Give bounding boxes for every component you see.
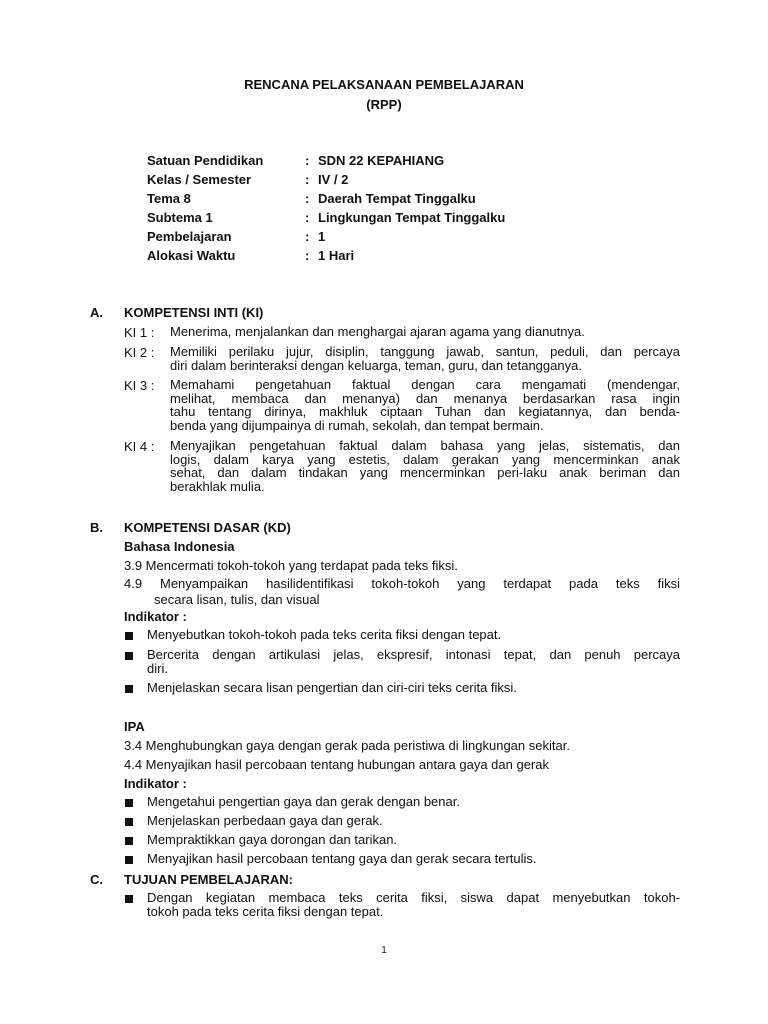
square-bullet-icon xyxy=(125,632,133,640)
ki-line: Memahami pengetahuan faktual dengan cara mengamati (mendengar, xyxy=(170,377,680,392)
square-bullet-icon xyxy=(125,856,133,864)
ki-line: diri dalam berinteraksi dengan keluarga, teman, guru, dan tetangganya. xyxy=(170,357,582,373)
bullet-text: Menyajikan hasil percobaan tentang gaya dan gerak secara tertulis. xyxy=(147,851,537,866)
ki-text xyxy=(170,345,680,372)
identity-colon: : xyxy=(305,210,310,225)
bullet-text: tokoh pada teks cerita fiksi dengan tepat. xyxy=(147,904,384,919)
subject-heading-ipa: IPA xyxy=(124,719,145,734)
kd-item xyxy=(124,576,680,607)
square-bullet-icon xyxy=(125,818,133,826)
identity-key: Tema 8 xyxy=(147,191,191,206)
identity-value: IV / 2 xyxy=(318,172,349,187)
bullet-text: Dengan kegiatan membaca teks cerita fiksi, siswa dapat menyebutkan tokoh- xyxy=(147,890,680,905)
document-subtitle: (RPP) xyxy=(366,97,402,112)
square-bullet-icon xyxy=(125,652,133,660)
bullet-text: Menyebutkan tokoh-tokoh pada teks cerita fiksi dengan tepat. xyxy=(147,627,502,642)
identity-value: 1 Hari xyxy=(318,248,355,263)
kd-line: 4.4 Menyajikan hasil percobaan tentang hubungan antara gaya dan gerak xyxy=(124,757,549,772)
ki-line: tahu tentang dirinya, makhluk ciptaan Tuhan dan kegiatannya, dan benda- xyxy=(170,404,680,419)
section-a-heading: KOMPETENSI INTI (KI) xyxy=(124,305,264,320)
kd-item xyxy=(124,738,680,754)
page-number: 1 xyxy=(381,945,387,956)
identity-value: SDN 22 KEPAHIANG xyxy=(318,153,445,168)
ki-line: sehat, dan dalam tindakan yang mencerminkan peri-laku anak beriman dan xyxy=(170,465,680,480)
section-b-heading: KOMPETENSI DASAR (KD) xyxy=(124,520,291,535)
kd-line: 4.9 Menyampaikan hasilidentifikasi tokoh-tokoh yang terdapat pada teks fiksi xyxy=(124,576,680,591)
square-bullet-icon xyxy=(125,837,133,845)
bullet-text: Menjelaskan secara lisan pengertian dan ciri-ciri teks cerita fiksi. xyxy=(147,680,517,695)
identity-value: Daerah Tempat Tinggalku xyxy=(318,191,476,206)
ki-line: Menerima, menjalankan dan menghargai ajaran agama yang dianutnya. xyxy=(170,324,585,339)
section-c-heading: TUJUAN PEMBELAJARAN: xyxy=(124,872,294,887)
indikator-label-ipa: Indikator : xyxy=(124,776,187,791)
kd-line: 3.4 Menghubungkan gaya dengan gerak pada peristiwa di lingkungan sekitar. xyxy=(124,738,570,753)
bullet-text: Mengetahui pengertian gaya dan gerak dengan benar. xyxy=(147,794,460,809)
identity-colon: : xyxy=(305,172,310,187)
identity-value: 1 xyxy=(318,229,326,244)
ki-label: KI 4 : xyxy=(124,439,155,454)
bullet-text: diri. xyxy=(147,661,168,676)
indikator-label-bahasa: Indikator : xyxy=(124,609,187,624)
section-b-letter: B. xyxy=(90,520,103,535)
identity-colon: : xyxy=(305,191,310,206)
ki-text xyxy=(170,378,680,432)
ki-text xyxy=(170,439,680,493)
ki-line: Memiliki perilaku jujur, disiplin, tanggung jawab, santun, peduli, dan percaya xyxy=(170,344,680,359)
identity-key: Pembelajaran xyxy=(147,229,232,244)
identity-value: Lingkungan Tempat Tinggalku xyxy=(318,210,506,225)
bullet-text: Bercerita dengan artikulasi jelas, ekspresif, intonasi tepat, dan penuh percaya xyxy=(147,647,680,662)
subject-heading-bahasa: Bahasa Indonesia xyxy=(124,539,235,554)
bullet-text: Mempraktikkan gaya dorongan dan tarikan. xyxy=(147,832,398,847)
kd-line: 3.9 Mencermati tokoh-tokoh yang terdapat pada teks fiksi. xyxy=(124,558,458,573)
identity-colon: : xyxy=(305,153,310,168)
ki-line: benda yang dijumpainya di rumah, sekolah, dan tempat bermain. xyxy=(170,417,544,433)
identity-key: Subtema 1 xyxy=(147,210,213,225)
identity-key: Kelas / Semester xyxy=(147,172,252,187)
square-bullet-icon xyxy=(125,895,133,903)
identity-key: Alokasi Waktu xyxy=(147,248,236,263)
ki-label: KI 2 : xyxy=(124,345,155,360)
identity-colon: : xyxy=(305,229,310,244)
section-c-letter: C. xyxy=(90,872,103,887)
bullet-text: Menjelaskan perbedaan gaya dan gerak. xyxy=(147,813,383,828)
ki-line: berakhlak mulia. xyxy=(170,478,265,494)
ki-line: melihat, membaca dan menanya) dan menanya berdasarkan rasa ingin xyxy=(170,390,680,406)
ki-label: KI 1 : xyxy=(124,325,155,340)
kd-item xyxy=(124,757,680,773)
document-title: RENCANA PELAKSANAAN PEMBELAJARAN xyxy=(244,77,524,92)
ki-label: KI 3 : xyxy=(124,378,155,393)
ki-line: logis, dalam karya yang estetis, dalam gerakan yang mencerminkan anak xyxy=(170,451,680,467)
ki-text xyxy=(170,325,680,339)
square-bullet-icon xyxy=(125,685,133,693)
ki-line: Menyajikan pengetahuan faktual dalam bahasa yang jelas, sistematis, dan xyxy=(170,438,680,453)
square-bullet-icon xyxy=(125,799,133,807)
identity-colon: : xyxy=(305,248,310,263)
kd-line: secara lisan, tulis, dan visual xyxy=(154,591,320,607)
kd-item xyxy=(124,558,680,574)
identity-key: Satuan Pendidikan xyxy=(147,153,264,168)
section-a-letter: A. xyxy=(90,305,103,320)
